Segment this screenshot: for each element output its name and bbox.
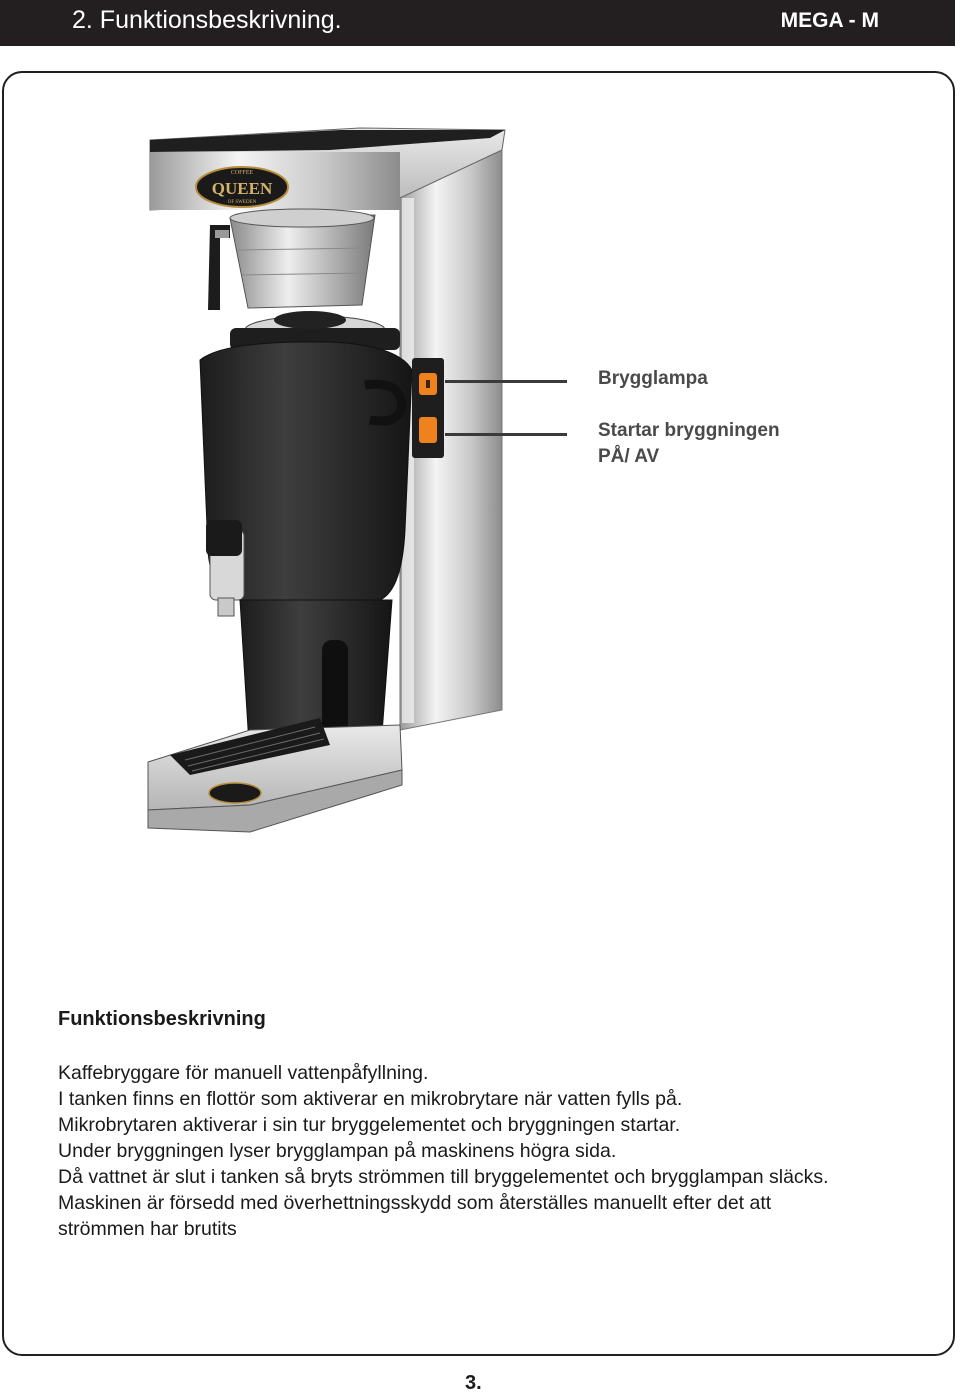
description-line: Under bryggningen lyser brygglampan på maskinens högra sida. (58, 1140, 617, 1162)
description-body (58, 1060, 918, 1242)
start-switch-callout-line (445, 433, 567, 436)
header-bar (0, 0, 955, 46)
description-line: Kaffebryggare för manuell vattenpåfyllning. (58, 1062, 429, 1084)
page-number: 3. (465, 1372, 482, 1394)
description-line: Mikrobrytaren aktiverar i sin tur bryggelementet och bryggningen startar. (58, 1114, 681, 1136)
description-line: I tanken finns en flottör som aktiverar en mikrobrytare när vatten fylls på. (58, 1088, 683, 1110)
description-line: Då vattnet är slut i tanken så bryts strömmen till bryggelementet och brygglampan släcks. (58, 1166, 829, 1188)
logo-top-text: COFFEE (230, 170, 254, 176)
coffee-machine-illustration (130, 120, 520, 835)
brew-lamp-label: Brygglampa (598, 368, 708, 389)
description-line: strömmen har brutits (58, 1218, 237, 1240)
section-heading: 2. Funktionsbeskrivning. (72, 6, 342, 34)
description-title: Funktionsbeskrivning (58, 1008, 266, 1030)
start-switch-label: Startar bryggningen (598, 420, 780, 441)
model-name: MEGA - M (780, 9, 879, 32)
description-line: Maskinen är försedd med överhettningsskydd som återställes manuellt efter det att (58, 1192, 772, 1214)
brew-lamp-callout-line (445, 380, 567, 383)
start-switch-sublabel: PÅ/ AV (598, 446, 660, 467)
logo-bottom-text: OF SWEDEN (227, 200, 257, 205)
logo-text: QUEEN (211, 179, 273, 198)
